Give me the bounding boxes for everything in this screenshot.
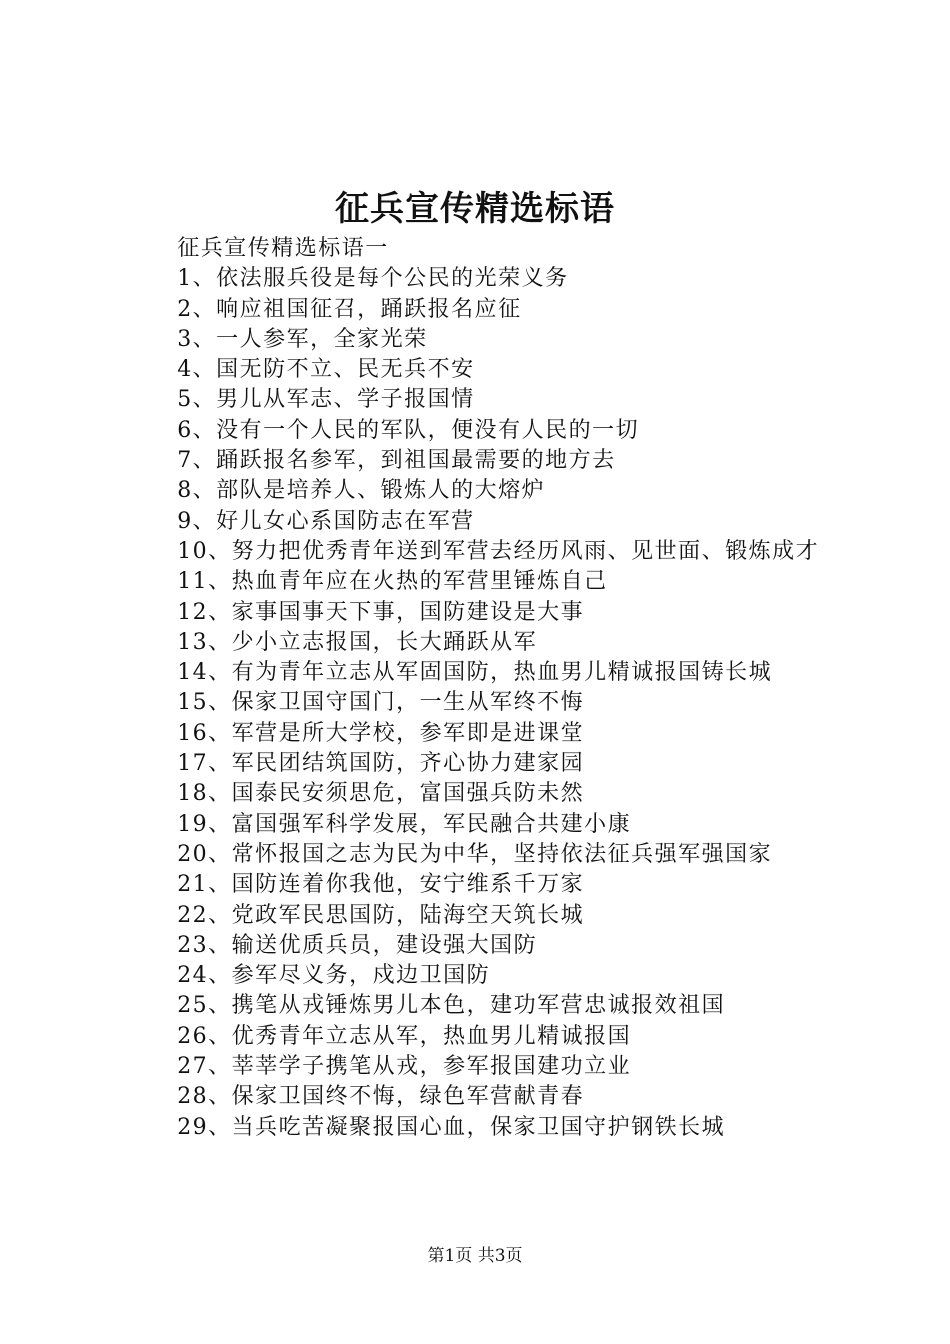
slogan-item: 26、优秀青年立志从军，热血男儿精诚报国 — [177, 1023, 632, 1049]
page-number-footer: 第1页 共3页 — [427, 1246, 523, 1266]
page-title: 征兵宣传精选标语 — [335, 189, 615, 229]
slogan-item: 21、国防连着你我他，安宁维系千万家 — [177, 872, 585, 898]
slogan-item: 16、军营是所大学校，参军即是进课堂 — [177, 720, 585, 746]
slogan-item: 1、依法服兵役是每个公民的光荣义务 — [177, 266, 569, 292]
slogan-item: 19、富国强军科学发展，军民融合共建小康 — [177, 811, 632, 837]
slogan-item: 5、男儿从军志、学子报国情 — [177, 387, 475, 413]
slogan-item: 11、热血青年应在火热的军营里锤炼自己 — [177, 569, 608, 595]
slogan-item: 10、努力把优秀青年送到军营去经历风雨、见世面、锻炼成才 — [177, 538, 820, 564]
slogan-item: 8、部队是培养人、锻炼人的大熔炉 — [177, 478, 546, 504]
slogan-item: 7、踊跃报名参军，到祖国最需要的地方去 — [177, 448, 616, 474]
slogan-item: 20、常怀报国之志为民为中华，坚持依法征兵强军强国家 — [177, 841, 773, 867]
slogan-item: 3、一人参军，全家光荣 — [177, 326, 428, 352]
slogan-item: 14、有为青年立志从军固国防，热血男儿精诚报国铸长城 — [177, 660, 773, 686]
slogan-item: 22、党政军民思国防，陆海空天筑长城 — [177, 902, 585, 928]
section-heading: 征兵宣传精选标语一 — [177, 236, 389, 261]
slogan-item: 29、当兵吃苦凝聚报国心血，保家卫国守护钢铁长城 — [177, 1114, 726, 1140]
slogan-item: 4、国无防不立、民无兵不安 — [177, 357, 475, 383]
slogan-item: 17、军民团结筑国防，齐心协力建家园 — [177, 751, 585, 777]
slogan-item: 28、保家卫国终不悔，绿色军营献青春 — [177, 1084, 585, 1110]
slogan-item: 13、少小立志报国，长大踊跃从军 — [177, 629, 538, 655]
slogan-item: 23、输送优质兵员，建设强大国防 — [177, 932, 538, 958]
slogan-item: 27、莘莘学子携笔从戎，参军报国建功立业 — [177, 1054, 632, 1080]
slogan-item: 25、携笔从戎锤炼男儿本色，建功军营忠诚报效祖国 — [177, 993, 726, 1019]
slogan-item: 2、响应祖国征召，踊跃报名应征 — [177, 296, 522, 322]
slogan-item: 12、家事国事天下事，国防建设是大事 — [177, 599, 585, 625]
slogan-item: 18、国泰民安须思危，富国强兵防未然 — [177, 781, 585, 807]
slogan-item: 24、参军尽义务，戍边卫国防 — [177, 963, 491, 989]
slogan-item: 9、好儿女心系国防志在军营 — [177, 508, 475, 534]
slogan-item: 15、保家卫国守国门，一生从军终不悔 — [177, 690, 585, 716]
document-body — [131, 234, 831, 1143]
slogan-item: 6、没有一个人民的军队，便没有人民的一切 — [177, 417, 640, 443]
